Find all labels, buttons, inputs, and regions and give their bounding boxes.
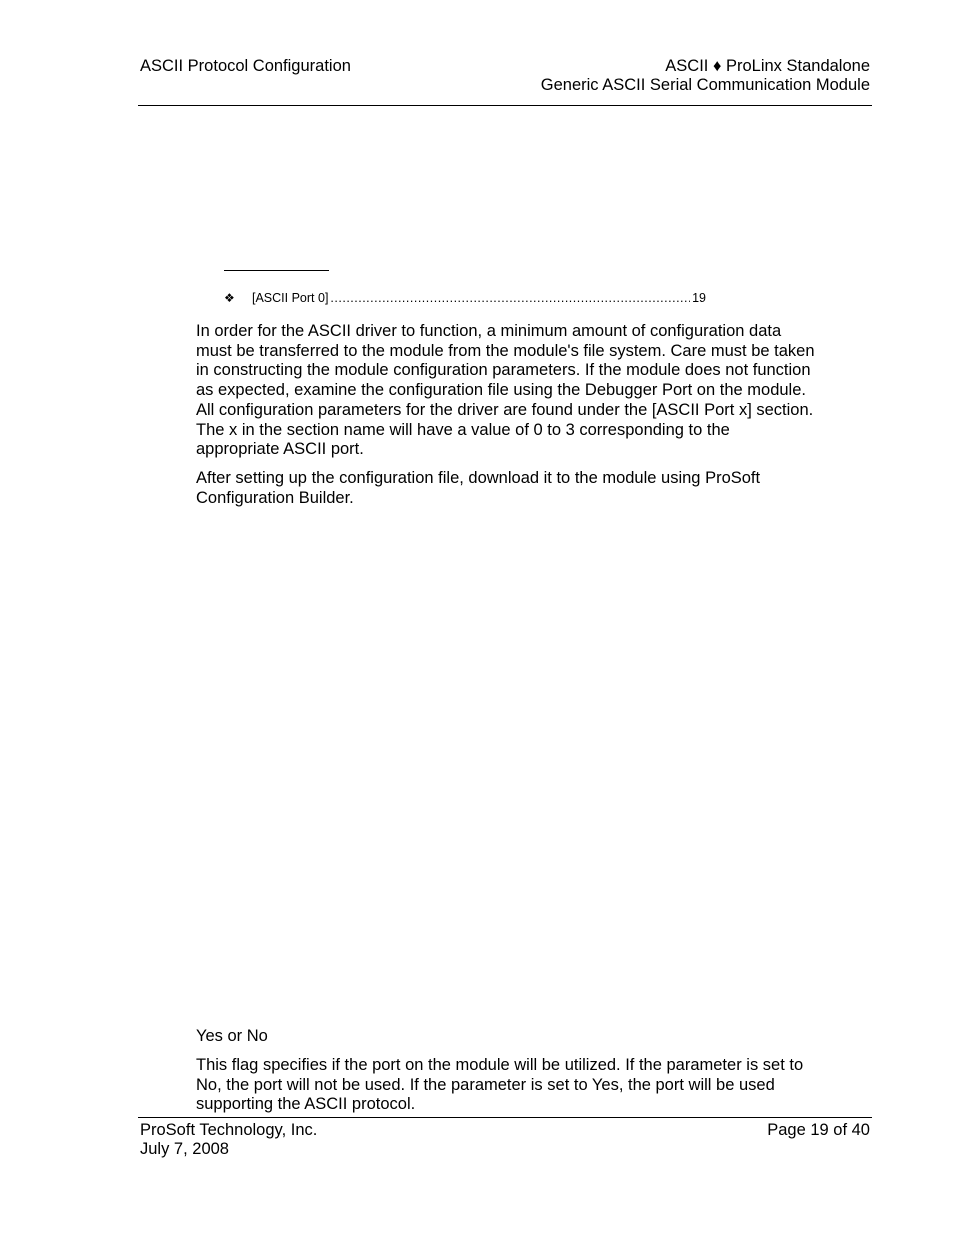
header-rule	[138, 105, 872, 106]
header-section-title: ASCII Protocol Configuration	[140, 57, 351, 75]
toc-leader-dots	[330, 290, 690, 306]
toc-entry[interactable]	[224, 290, 706, 306]
footer-company: ProSoft Technology, Inc.	[140, 1121, 318, 1139]
toc-entry-label: [ASCII Port 0]	[252, 291, 329, 305]
header-product-line1: ASCII ♦ ProLinx Standalone	[665, 57, 870, 75]
header-product	[541, 57, 870, 95]
header-product-line2: Generic ASCII Serial Communication Module	[540, 76, 870, 94]
footer-date: July 7, 2008	[140, 1140, 229, 1158]
intro-paragraph: In order for the ASCII driver to function, a minimum amount of configuration data must be transferred to the module from the module's file system. Care must be taken in constructing the module configuration parameters. If the module does not function as expected, examine the configuration file using the Debugger Port on the module. All configuration parameters for the driver are found under the [ASCII Port x] section. The x in the section name will have a value of 0 to 3 corresponding to the appropriate ASCII port.	[196, 322, 815, 459]
download-paragraph: After setting up the configuration file, download it to the module using ProSoft Configuration Builder.	[196, 469, 761, 507]
footer-page-number: Page 19 of 40	[767, 1121, 870, 1139]
footer-rule	[138, 1117, 872, 1118]
values-line: Yes or No	[196, 1027, 268, 1045]
toc-entry-page: 19	[692, 291, 706, 305]
flag-description-paragraph: This flag specifies if the port on the module will be utilized. If the parameter is set to No, the port will not be used. If the parameter is set to Yes, the port will be used supporting the ASCII protocol.	[196, 1056, 804, 1114]
toc-bullet-icon: ❖	[224, 291, 235, 305]
footer-left	[140, 1121, 317, 1159]
toc-rule	[224, 270, 329, 271]
